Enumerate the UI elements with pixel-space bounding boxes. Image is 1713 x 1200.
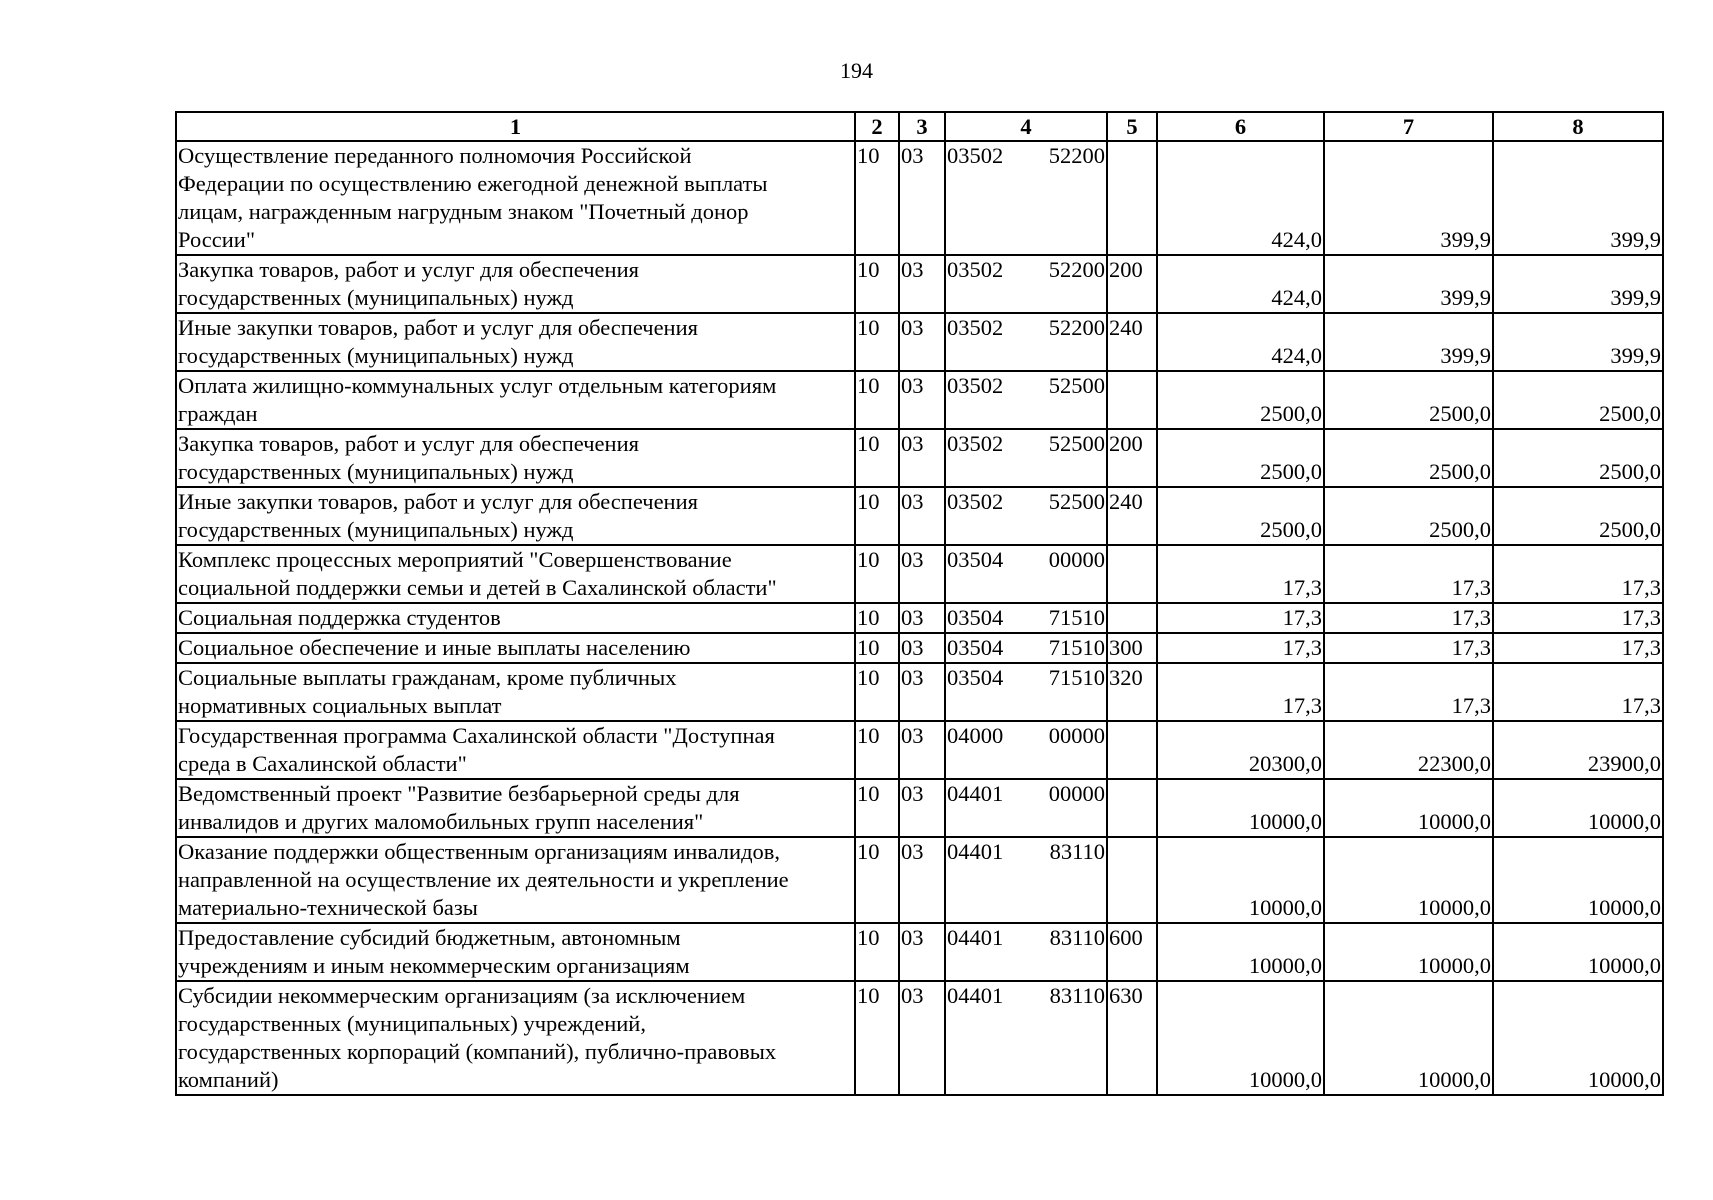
- target-article-code: [945, 429, 1107, 487]
- row-name-line: компаний): [178, 1067, 279, 1092]
- section-code: 10: [855, 487, 899, 545]
- target-article-code: [945, 255, 1107, 313]
- table-row: [176, 633, 1663, 663]
- target-article-direction: 52200: [1048, 143, 1105, 168]
- expense-type-code: [1107, 371, 1157, 429]
- row-name: [176, 721, 855, 779]
- subsection-code: 03: [899, 721, 945, 779]
- header-col-4: 4: [945, 112, 1107, 141]
- target-article-parts: [947, 722, 1105, 750]
- target-article-program: 03502: [947, 257, 1004, 282]
- amount-col-7: 17,3: [1324, 545, 1493, 603]
- amount-col-8: 399,9: [1493, 255, 1663, 313]
- table-row: [176, 545, 1663, 603]
- amount-col-7: 2500,0: [1324, 487, 1493, 545]
- subsection-code: 03: [899, 663, 945, 721]
- section-code: 10: [855, 603, 899, 633]
- row-name: [176, 255, 855, 313]
- table-body: [176, 141, 1663, 1095]
- amount-col-8: 17,3: [1493, 603, 1663, 633]
- amount-col-8: 17,3: [1493, 545, 1663, 603]
- expense-type-code: 300: [1107, 633, 1157, 663]
- section-code: 10: [855, 141, 899, 255]
- amount-col-7: 2500,0: [1324, 429, 1493, 487]
- row-name: [176, 545, 855, 603]
- expense-type-code: [1107, 545, 1157, 603]
- subsection-code: 03: [899, 779, 945, 837]
- table-row: [176, 313, 1663, 371]
- target-article-direction: 00000: [1048, 781, 1105, 806]
- amount-col-6: 424,0: [1157, 313, 1324, 371]
- amount-col-7: 399,9: [1324, 141, 1493, 255]
- target-article-code: [945, 779, 1107, 837]
- amount-col-6: 424,0: [1157, 255, 1324, 313]
- section-code: 10: [855, 923, 899, 981]
- table-row: [176, 779, 1663, 837]
- target-article-program: 04401: [947, 839, 1004, 864]
- amount-col-6: 10000,0: [1157, 779, 1324, 837]
- amount-col-8: 2500,0: [1493, 487, 1663, 545]
- amount-col-7: 17,3: [1324, 633, 1493, 663]
- row-name-line: государственных (муниципальных) нужд: [178, 285, 574, 310]
- target-article-direction: 71510: [1048, 635, 1105, 660]
- amount-col-8: 17,3: [1493, 663, 1663, 721]
- amount-col-7: 10000,0: [1324, 981, 1493, 1095]
- target-article-parts: [947, 838, 1105, 866]
- row-name-line: граждан: [178, 401, 258, 426]
- table-row: [176, 603, 1663, 633]
- amount-col-8: 10000,0: [1493, 981, 1663, 1095]
- target-article-program: 04401: [947, 925, 1004, 950]
- row-name-line: России": [178, 227, 256, 252]
- table-row: [176, 371, 1663, 429]
- target-article-parts: [947, 314, 1105, 342]
- subsection-code: 03: [899, 429, 945, 487]
- header-col-8: 8: [1493, 112, 1663, 141]
- row-name-line: государственных (муниципальных) нужд: [178, 343, 574, 368]
- amount-col-8: 17,3: [1493, 633, 1663, 663]
- amount-col-6: 10000,0: [1157, 837, 1324, 923]
- amount-col-7: 399,9: [1324, 255, 1493, 313]
- row-name-line: Социальные выплаты гражданам, кроме публичных: [178, 665, 677, 690]
- target-article-direction: 00000: [1048, 547, 1105, 572]
- row-name: [176, 603, 855, 633]
- row-name-line: лицам, награжденным нагрудным знаком "Почетный донор: [178, 199, 749, 224]
- target-article-direction: 52500: [1048, 489, 1105, 514]
- row-name: [176, 371, 855, 429]
- row-name-line: Федерации по осуществлению ежегодной денежной выплаты: [178, 171, 768, 196]
- row-name-line: материально-технической базы: [178, 895, 478, 920]
- row-name-line: среда в Сахалинской области": [178, 751, 467, 776]
- target-article-parts: [947, 430, 1105, 458]
- subsection-code: 03: [899, 487, 945, 545]
- row-name-line: направленной на осуществление их деятельности и укрепление: [178, 867, 789, 892]
- subsection-code: 03: [899, 981, 945, 1095]
- amount-col-7: 17,3: [1324, 603, 1493, 633]
- section-code: 10: [855, 837, 899, 923]
- section-code: 10: [855, 429, 899, 487]
- row-name-line: Оказание поддержки общественным организациям инвалидов,: [178, 839, 781, 864]
- row-name-line: нормативных социальных выплат: [178, 693, 502, 718]
- target-article-direction: 00000: [1048, 723, 1105, 748]
- target-article-parts: [947, 924, 1105, 952]
- table-row: [176, 141, 1663, 255]
- target-article-program: 04401: [947, 983, 1004, 1008]
- expense-type-code: 600: [1107, 923, 1157, 981]
- budget-table: [175, 111, 1664, 1096]
- amount-col-6: 17,3: [1157, 603, 1324, 633]
- subsection-code: 03: [899, 313, 945, 371]
- target-article-program: 04401: [947, 781, 1004, 806]
- row-name-line: Социальное обеспечение и иные выплаты населению: [178, 635, 691, 660]
- row-name-line: Закупка товаров, работ и услуг для обеспечения: [178, 431, 639, 456]
- amount-col-6: 10000,0: [1157, 923, 1324, 981]
- row-name: [176, 429, 855, 487]
- section-code: 10: [855, 779, 899, 837]
- target-article-program: 03502: [947, 315, 1004, 340]
- target-article-direction: 52200: [1048, 257, 1105, 282]
- target-article-parts: [947, 780, 1105, 808]
- target-article-direction: 52500: [1048, 431, 1105, 456]
- target-article-program: 03502: [947, 489, 1004, 514]
- expense-type-code: 240: [1107, 487, 1157, 545]
- row-name-line: государственных (муниципальных) нужд: [178, 459, 574, 484]
- row-name-line: Осуществление переданного полномочия Российской: [178, 143, 692, 168]
- amount-col-8: 10000,0: [1493, 837, 1663, 923]
- amount-col-8: 399,9: [1493, 141, 1663, 255]
- subsection-code: 03: [899, 603, 945, 633]
- row-name-line: государственных (муниципальных) нужд: [178, 517, 574, 542]
- amount-col-7: 10000,0: [1324, 779, 1493, 837]
- target-article-parts: [947, 604, 1105, 632]
- section-code: 10: [855, 721, 899, 779]
- expense-type-code: 200: [1107, 429, 1157, 487]
- target-article-code: [945, 981, 1107, 1095]
- expense-type-code: 240: [1107, 313, 1157, 371]
- amount-col-6: 17,3: [1157, 663, 1324, 721]
- amount-col-6: 10000,0: [1157, 981, 1324, 1095]
- target-article-code: [945, 603, 1107, 633]
- subsection-code: 03: [899, 255, 945, 313]
- expense-type-code: [1107, 721, 1157, 779]
- amount-col-8: 23900,0: [1493, 721, 1663, 779]
- amount-col-6: 2500,0: [1157, 371, 1324, 429]
- header-col-5: 5: [1107, 112, 1157, 141]
- header-col-6: 6: [1157, 112, 1324, 141]
- target-article-code: [945, 141, 1107, 255]
- target-article-direction: 83110: [1049, 925, 1105, 950]
- header-col-1: 1: [176, 112, 855, 141]
- target-article-direction: 71510: [1048, 665, 1105, 690]
- target-article-parts: [947, 372, 1105, 400]
- row-name: [176, 923, 855, 981]
- target-article-direction: 71510: [1048, 605, 1105, 630]
- header-col-2: 2: [855, 112, 899, 141]
- section-code: 10: [855, 663, 899, 721]
- target-article-program: 03502: [947, 373, 1004, 398]
- amount-col-6: 17,3: [1157, 633, 1324, 663]
- target-article-code: [945, 663, 1107, 721]
- subsection-code: 03: [899, 837, 945, 923]
- target-article-program: 03504: [947, 635, 1004, 660]
- row-name: [176, 313, 855, 371]
- target-article-program: 03504: [947, 547, 1004, 572]
- row-name-line: Иные закупки товаров, работ и услуг для обеспечения: [178, 315, 698, 340]
- table-row: [176, 487, 1663, 545]
- header-col-3: 3: [899, 112, 945, 141]
- target-article-direction: 52500: [1048, 373, 1105, 398]
- subsection-code: 03: [899, 923, 945, 981]
- target-article-code: [945, 371, 1107, 429]
- amount-col-6: 17,3: [1157, 545, 1324, 603]
- amount-col-7: 22300,0: [1324, 721, 1493, 779]
- target-article-direction: 83110: [1049, 839, 1105, 864]
- row-name: [176, 633, 855, 663]
- row-name: [176, 779, 855, 837]
- section-code: 10: [855, 633, 899, 663]
- table-header-row: [176, 112, 1663, 141]
- amount-col-8: 2500,0: [1493, 371, 1663, 429]
- expense-type-code: 630: [1107, 981, 1157, 1095]
- target-article-direction: 83110: [1049, 983, 1105, 1008]
- row-name: [176, 141, 855, 255]
- target-article-parts: [947, 634, 1105, 662]
- page-number: 194: [840, 58, 873, 83]
- amount-col-8: 2500,0: [1493, 429, 1663, 487]
- amount-col-6: 424,0: [1157, 141, 1324, 255]
- target-article-program: 03504: [947, 665, 1004, 690]
- amount-col-6: 2500,0: [1157, 487, 1324, 545]
- table-row: [176, 429, 1663, 487]
- section-code: 10: [855, 981, 899, 1095]
- target-article-code: [945, 487, 1107, 545]
- target-article-code: [945, 313, 1107, 371]
- amount-col-6: 2500,0: [1157, 429, 1324, 487]
- amount-col-8: 10000,0: [1493, 779, 1663, 837]
- row-name-line: инвалидов и других маломобильных групп населения": [178, 809, 704, 834]
- target-article-parts: [947, 488, 1105, 516]
- expense-type-code: 200: [1107, 255, 1157, 313]
- expense-type-code: [1107, 779, 1157, 837]
- expense-type-code: [1107, 603, 1157, 633]
- row-name-line: государственных (муниципальных) учреждений,: [178, 1011, 646, 1036]
- table-row: [176, 923, 1663, 981]
- table-row: [176, 663, 1663, 721]
- amount-col-8: 399,9: [1493, 313, 1663, 371]
- table-row: [176, 721, 1663, 779]
- amount-col-7: 399,9: [1324, 313, 1493, 371]
- target-article-code: [945, 837, 1107, 923]
- row-name-line: Субсидии некоммерческим организациям (за исключением: [178, 983, 746, 1008]
- row-name: [176, 837, 855, 923]
- target-article-parts: [947, 982, 1105, 1010]
- amount-col-7: 10000,0: [1324, 837, 1493, 923]
- row-name-line: Иные закупки товаров, работ и услуг для обеспечения: [178, 489, 698, 514]
- section-code: 10: [855, 371, 899, 429]
- expense-type-code: [1107, 837, 1157, 923]
- row-name-line: Закупка товаров, работ и услуг для обеспечения: [178, 257, 639, 282]
- target-article-parts: [947, 256, 1105, 284]
- subsection-code: 03: [899, 633, 945, 663]
- row-name-line: Ведомственный проект "Развитие безбарьерной среды для: [178, 781, 740, 806]
- row-name-line: социальной поддержки семьи и детей в Сахалинской области": [178, 575, 777, 600]
- subsection-code: 03: [899, 141, 945, 255]
- amount-col-7: 17,3: [1324, 663, 1493, 721]
- target-article-program: 04000: [947, 723, 1004, 748]
- header-col-7: 7: [1324, 112, 1493, 141]
- target-article-direction: 52200: [1048, 315, 1105, 340]
- subsection-code: 03: [899, 545, 945, 603]
- row-name-line: Социальная поддержка студентов: [178, 605, 501, 630]
- row-name-line: Оплата жилищно-коммунальных услуг отдельным категориям: [178, 373, 777, 398]
- row-name-line: государственных корпораций (компаний), публично-правовых: [178, 1039, 777, 1064]
- table-row: [176, 981, 1663, 1095]
- subsection-code: 03: [899, 371, 945, 429]
- target-article-program: 03502: [947, 431, 1004, 456]
- amount-col-7: 2500,0: [1324, 371, 1493, 429]
- row-name-line: Комплекс процессных мероприятий "Совершенствование: [178, 547, 732, 572]
- row-name-line: Предоставление субсидий бюджетным, автономным: [178, 925, 681, 950]
- target-article-parts: [947, 546, 1105, 574]
- section-code: 10: [855, 313, 899, 371]
- target-article-parts: [947, 664, 1105, 692]
- section-code: 10: [855, 255, 899, 313]
- target-article-code: [945, 633, 1107, 663]
- target-article-parts: [947, 142, 1105, 170]
- target-article-code: [945, 721, 1107, 779]
- target-article-code: [945, 545, 1107, 603]
- amount-col-7: 10000,0: [1324, 923, 1493, 981]
- row-name: [176, 981, 855, 1095]
- row-name: [176, 487, 855, 545]
- table-row: [176, 255, 1663, 313]
- expense-type-code: [1107, 141, 1157, 255]
- table-row: [176, 837, 1663, 923]
- section-code: 10: [855, 545, 899, 603]
- expense-type-code: 320: [1107, 663, 1157, 721]
- amount-col-8: 10000,0: [1493, 923, 1663, 981]
- amount-col-6: 20300,0: [1157, 721, 1324, 779]
- target-article-code: [945, 923, 1107, 981]
- row-name-line: Государственная программа Сахалинской области "Доступная: [178, 723, 775, 748]
- target-article-program: 03504: [947, 605, 1004, 630]
- row-name-line: учреждениям и иным некоммерческим организациям: [178, 953, 690, 978]
- target-article-program: 03502: [947, 143, 1004, 168]
- row-name: [176, 663, 855, 721]
